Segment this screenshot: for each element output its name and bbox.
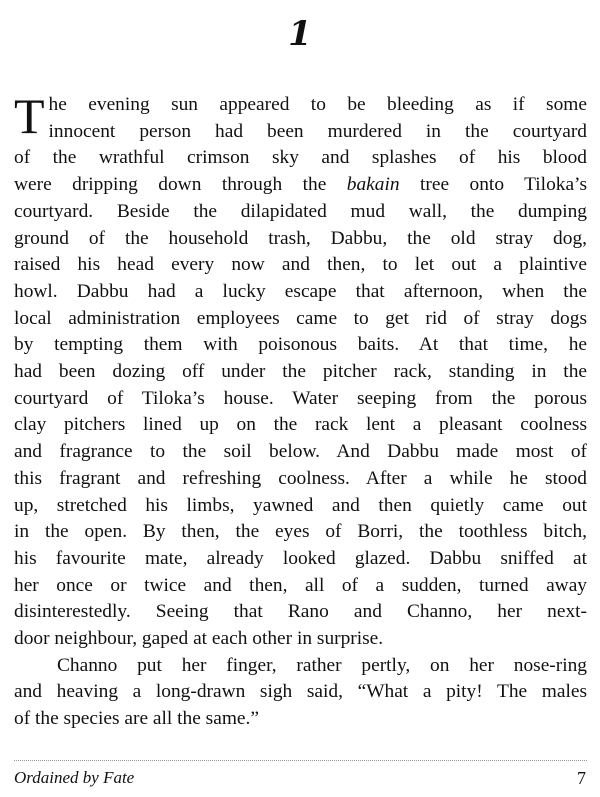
text-line: clay pitchers lined up on the rack lent a pleasant coolness — [14, 414, 587, 436]
chapter-number: 1 — [288, 14, 312, 54]
text-line — [14, 172, 587, 199]
text-line: ground of the household trash, Dabbu, the old stray dog, — [14, 227, 587, 249]
text-line: in the open. By then, the eyes of Borri, the toothless bitch, — [14, 521, 587, 543]
text-line: innocent person had been murdered in the courtyard — [48, 120, 587, 142]
text-line: howl. Dabbu had a lucky escape that afternoon, when the — [14, 280, 587, 302]
text-line: this fragrant and refreshing coolness. After a while he stood — [14, 467, 587, 489]
text-segment: were dripping down through the — [14, 174, 327, 196]
text-line: Channo put her finger, rather pertly, on her nose-ring — [57, 654, 587, 676]
text-segment: tree onto Tiloka’s — [420, 174, 587, 196]
text-line: up, stretched his limbs, yawned and then quietly came out — [14, 494, 587, 516]
text-line: his favourite mate, already looked glazed. Dabbu sniffed at — [14, 547, 587, 569]
text-line: and heaving a long-drawn sigh said, “What a pity! The males — [14, 681, 587, 703]
text-line: he evening sun appeared to be bleeding as if some — [48, 94, 587, 115]
text-line: of the wrathful crimson sky and splashes of his blood — [14, 147, 587, 169]
text-line: courtyard of Tiloka’s house. Water seeping from the porous — [14, 387, 587, 409]
running-footer-title: Ordained by Fate — [14, 768, 135, 787]
text-line: courtyard. Beside the dilapidated mud wall, the dumping — [14, 200, 587, 222]
italic-term: bakain — [346, 174, 400, 196]
text-line: had been dozing off under the pitcher rack, standing in the — [14, 361, 587, 383]
text-line: by tempting them with poisonous baits. At that time, he — [14, 334, 587, 356]
page-number: 7 — [577, 768, 586, 788]
text-line: and fragrance to the soil below. And Dabbu made most of — [14, 441, 587, 463]
body-text — [14, 88, 587, 733]
text-line: her once or twice and then, all of a sudden, turned away — [14, 574, 587, 596]
text-line: local administration employees came to get rid of stray dogs — [14, 307, 587, 329]
text-line: raised his head every now and then, to let out a plaintive — [14, 254, 587, 276]
text-line: disinterestedly. Seeing that Rano and Channo, her next- — [14, 601, 587, 623]
text-line: of the species are all the same.” — [14, 708, 259, 730]
paragraph-1 — [14, 88, 587, 653]
paragraph-2 — [14, 653, 587, 733]
footer-divider — [14, 760, 587, 761]
text-line: door neighbour, gaped at each other in surprise. — [14, 628, 384, 650]
drop-cap: T — [14, 88, 45, 144]
